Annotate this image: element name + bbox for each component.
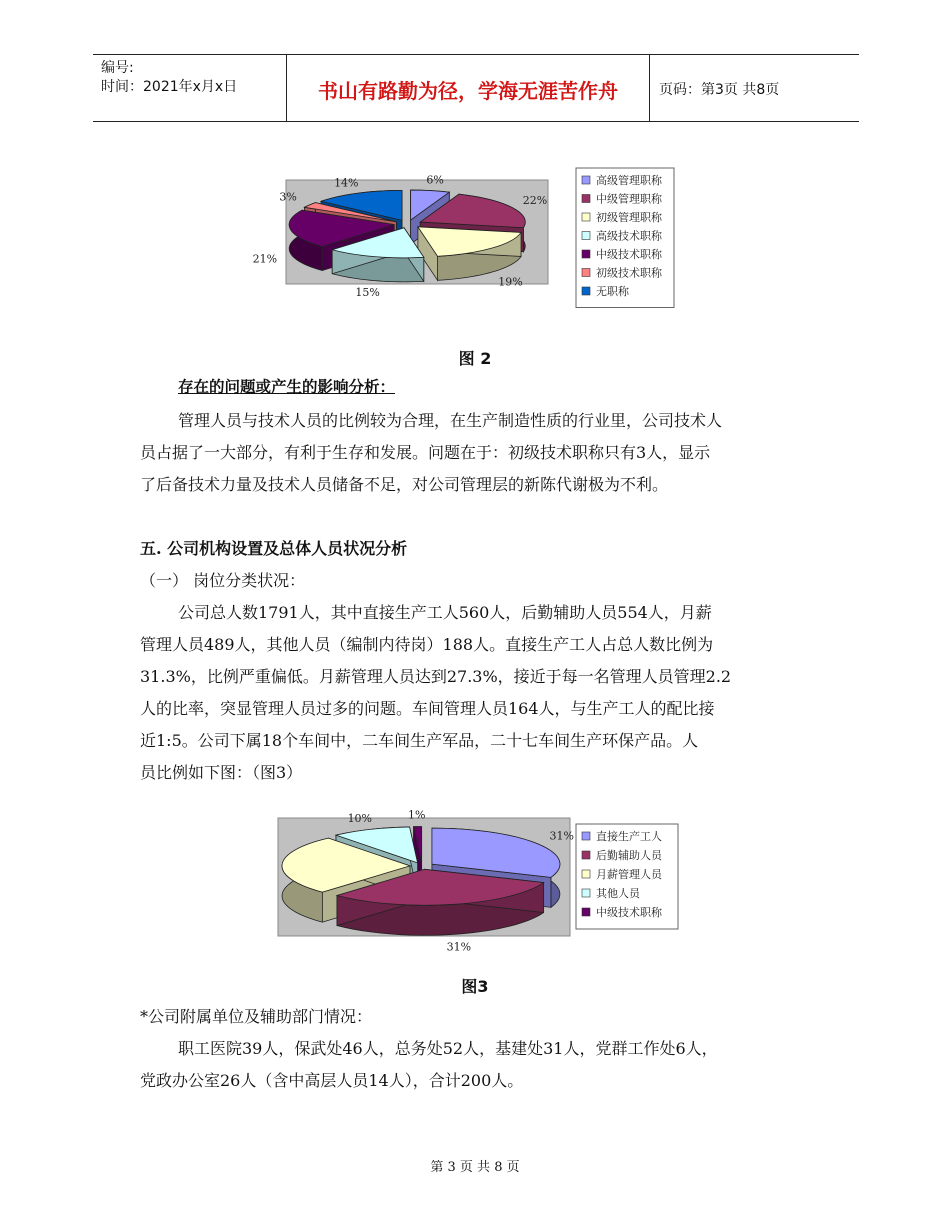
pie-data-label: 3% — [279, 190, 297, 204]
pie-data-label: 14% — [334, 176, 359, 190]
header-motto: 书山有路勤为径，学海无涯苦作舟 — [318, 79, 618, 103]
pie-data-label: 6% — [426, 173, 444, 187]
figure2-pie-chart — [252, 162, 678, 302]
legend-swatch — [582, 232, 590, 240]
affiliates-line: 党政办公室26人（含中高层人员14人），合计200人。 — [140, 1071, 524, 1090]
legend-entry: 无职称 — [596, 285, 629, 298]
legend-swatch — [582, 176, 590, 184]
page-header — [93, 54, 859, 122]
section5-line: 近1:5。公司下属18个车间中，二车间生产军品，二十七车间生产环保产品。人 — [140, 731, 699, 750]
pie-data-label: 19% — [498, 275, 523, 289]
legend-entry: 初级管理职称 — [596, 211, 662, 224]
legend-swatch — [582, 908, 590, 916]
figure2-caption: 图 2 — [458, 349, 492, 368]
issue-paragraph-line: 管理人员与技术人员的比例较为合理，在生产制造性质的行业里，公司技术人 — [178, 411, 723, 430]
pie-data-label: 22% — [522, 194, 548, 208]
header-time-label: 时间：2021年x月x日 — [101, 79, 238, 95]
legend-swatch — [582, 195, 590, 203]
header-divider — [649, 55, 650, 121]
issue-paragraph-line: 员占据了一大部分，有利于生存和发展。问题在于：初级技术职称只有3人，显示 — [140, 443, 711, 462]
issue-heading: 存在的问题或产生的影响分析： — [178, 378, 396, 396]
page-footer: 第 3 页 共 8 页 — [430, 1160, 520, 1175]
legend-entry: 初级技术职称 — [596, 266, 662, 280]
legend-swatch — [582, 870, 590, 878]
section5-line: 公司总人数1791人，其中直接生产工人560人，后勤辅助人员554人，月薪 — [178, 603, 712, 622]
affiliates-heading: *公司附属单位及辅助部门情况： — [140, 1007, 373, 1026]
legend-entry: 高级技术职称 — [596, 229, 662, 243]
section5-line: 管理人员489人，其他人员（编制内待岗）188人。直接生产工人占总人数比例为 — [140, 635, 714, 654]
pie-data-label: 31% — [549, 829, 574, 843]
legend-swatch — [582, 851, 590, 859]
pie-data-label: 10% — [347, 811, 373, 825]
legend-entry: 直接生产工人 — [596, 830, 662, 843]
legend-swatch — [582, 269, 590, 277]
legend-entry: 中级技术职称 — [596, 906, 662, 919]
legend-swatch — [582, 889, 590, 897]
figure3-pie-chart — [252, 802, 692, 952]
header-page-info: 页码：第3页 共8页 — [659, 82, 780, 98]
section5-line: 人的比率，突显管理人员过多的问题。车间管理人员164人，与生产工人的配比接 — [140, 699, 715, 718]
section5-line: 员比例如下图：（图3） — [140, 763, 303, 782]
legend-entry: 后勤辅助人员 — [596, 849, 662, 862]
header-meta — [101, 59, 291, 97]
legend-entry: 高级管理职称 — [596, 174, 662, 187]
issue-paragraph-line: 了后备技术力量及技术人员储备不足，对公司管理层的新陈代谢极为不利。 — [140, 475, 669, 494]
section5-heading: 五. 公司机构设置及总体人员状况分析 — [140, 539, 408, 558]
section5-line: 31.3%，比例严重偏低。月薪管理人员达到27.3%，接近于每一名管理人员管理2.2 — [140, 667, 732, 686]
pie-data-label: 1% — [407, 808, 426, 822]
legend-swatch — [582, 287, 590, 295]
legend-swatch — [582, 213, 590, 221]
legend-entry: 中级管理职称 — [596, 192, 662, 206]
header-divider — [286, 55, 287, 121]
section5-subheading: （一） 岗位分类状况： — [140, 571, 306, 590]
affiliates-line: 职工医院39人，保武处46人，总务处52人，基建处31人，党群工作处6人， — [178, 1039, 718, 1058]
pie-data-label: 31% — [446, 940, 472, 954]
figure3-caption: 图3 — [461, 977, 489, 996]
legend-entry: 其他人员 — [596, 887, 640, 900]
pie-data-label: 15% — [355, 285, 380, 299]
header-number-label: 编号: — [101, 60, 134, 76]
legend-entry: 中级技术职称 — [596, 248, 662, 261]
legend-swatch — [582, 250, 590, 258]
legend-swatch — [582, 832, 590, 840]
legend-entry: 月薪管理人员 — [596, 868, 662, 881]
pie-data-label: 21% — [252, 252, 278, 266]
